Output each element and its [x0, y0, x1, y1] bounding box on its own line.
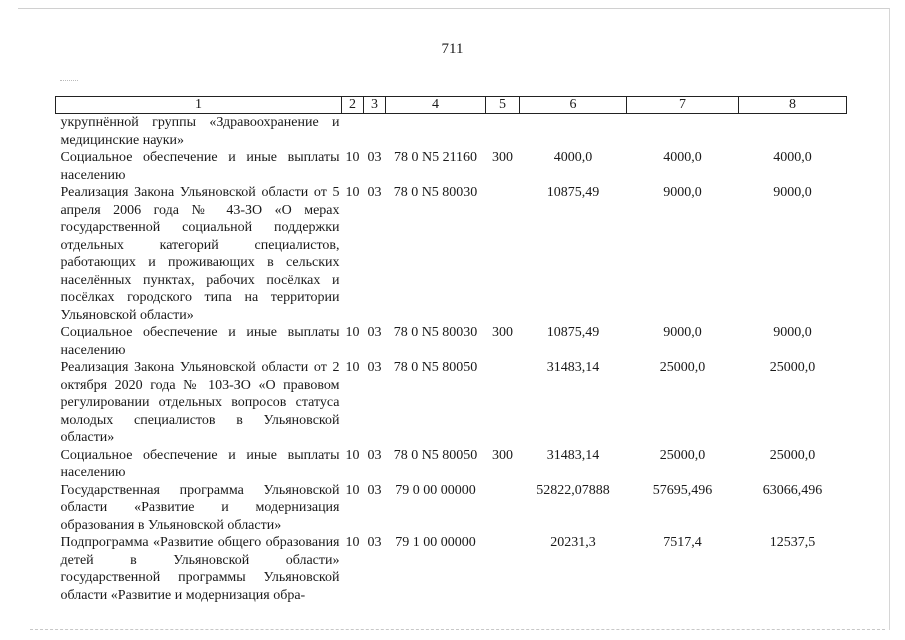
row-value-3: 9000,0	[773, 325, 812, 340]
table-row	[56, 447, 847, 482]
row-pr	[364, 114, 386, 150]
row-vr	[486, 184, 520, 324]
row-value-1: 10875,49	[546, 185, 600, 200]
page-bottom-edge	[30, 629, 885, 630]
row-vr	[486, 359, 520, 447]
row-vr: 300	[492, 150, 513, 165]
row-pr: 03	[367, 150, 382, 165]
table-row	[56, 114, 847, 150]
header-col-1: 1	[56, 97, 342, 114]
row-csr: 79 0 00 00000	[395, 482, 476, 498]
scan-mark	[60, 80, 78, 81]
row-csr: 78 0 N5 80030	[393, 185, 478, 200]
row-value-1: 52822,07888	[536, 482, 610, 498]
row-name: Государственная программа Ульяновской области «Развитие и модернизация образования в Ульяновской области»	[60, 482, 340, 533]
row-name: Социальное обеспечение и иные выплаты населению	[60, 150, 340, 183]
header-col-6: 6	[520, 97, 627, 114]
row-rz: 10	[345, 185, 360, 200]
row-vr	[486, 114, 520, 150]
row-csr: 78 0 N5 21160	[393, 150, 478, 165]
page-number: 711	[441, 41, 464, 57]
row-value-1: 31483,14	[546, 447, 600, 463]
budget-table	[55, 96, 847, 604]
row-value-2: 9000,0	[663, 185, 702, 200]
row-name: укрупнённой группы «Здравоохранение и медицинские науки»	[60, 115, 340, 148]
row-csr: 78 0 N5 80050	[393, 360, 478, 375]
row-value-1: 20231,3	[550, 535, 596, 550]
row-pr: 03	[367, 482, 382, 498]
header-col-4: 4	[386, 97, 486, 114]
table-row	[56, 149, 847, 184]
header-col-5: 5	[486, 97, 520, 114]
row-name: Подпрограмма «Развитие общего образования детей в Ульяновской области» государственной программы Ульяновской области «Развитие и модернизация обра-	[60, 535, 340, 603]
row-rz: 10	[345, 535, 360, 550]
header-col-7: 7	[627, 97, 739, 114]
row-value-2: 7517,4	[663, 535, 702, 550]
table-row	[56, 534, 847, 604]
row-pr: 03	[367, 447, 382, 463]
row-value-2	[627, 114, 739, 150]
row-value-2: 4000,0	[663, 150, 702, 165]
row-value-3: 25000,0	[769, 360, 816, 375]
row-value-2: 25000,0	[659, 447, 706, 463]
row-name: Социальное обеспечение и иные выплаты населению	[60, 447, 340, 480]
header-row	[56, 97, 847, 114]
row-value-2: 25000,0	[659, 360, 706, 375]
header-col-2: 2	[342, 97, 364, 114]
row-name: Реализация Закона Ульяновской области от 2 октября 2020 года № 103-ЗО «О правовом регулировании отдельных вопросов статуса молодых специалистов в Ульяновской области»	[60, 360, 340, 445]
row-vr: 300	[492, 325, 513, 340]
row-rz: 10	[345, 447, 360, 463]
row-value-1: 4000,0	[553, 150, 593, 165]
row-rz: 10	[345, 482, 360, 498]
table-row	[56, 184, 847, 324]
row-value-2: 57695,496	[652, 482, 713, 498]
header-col-3: 3	[364, 97, 386, 114]
row-pr: 03	[367, 325, 382, 340]
row-value-2: 9000,0	[663, 325, 702, 340]
row-value-3: 4000,0	[773, 150, 812, 165]
row-rz: 10	[345, 360, 360, 375]
row-value-1	[520, 114, 627, 150]
row-pr: 03	[367, 535, 382, 550]
row-rz: 10	[345, 150, 360, 165]
header-col-8: 8	[739, 97, 847, 114]
table-row	[56, 482, 847, 535]
row-value-3: 63066,496	[762, 482, 823, 498]
row-pr: 03	[367, 360, 382, 375]
table-row	[56, 359, 847, 447]
row-value-3: 25000,0	[769, 447, 816, 463]
row-vr: 300	[492, 447, 513, 463]
row-csr: 78 0 N5 80030	[393, 325, 478, 340]
row-csr: 78 0 N5 80050	[393, 447, 478, 463]
row-value-3: 9000,0	[773, 185, 812, 200]
row-value-3	[739, 114, 847, 150]
row-rz: 10	[345, 325, 360, 340]
row-vr	[486, 534, 520, 604]
row-rz	[342, 114, 364, 150]
row-csr	[386, 114, 486, 150]
row-value-3: 12537,5	[769, 535, 816, 550]
row-value-1: 10875,49	[546, 325, 600, 340]
row-csr: 79 1 00 00000	[395, 535, 476, 550]
table-row	[56, 324, 847, 359]
row-name: Социальное обеспечение и иные выплаты населению	[60, 325, 340, 358]
row-value-1: 31483,14	[546, 360, 600, 375]
row-name: Реализация Закона Ульяновской области от 5 апреля 2006 года № 43-ЗО «О мерах государственной социальной поддержки отдельных категорий специалистов, работающих и проживающих в сельских населённых пунктах, рабочих посёлках и посёлках городского типа на территории Ульяновской области»	[60, 185, 340, 323]
row-pr: 03	[367, 185, 382, 200]
row-vr	[486, 482, 520, 535]
